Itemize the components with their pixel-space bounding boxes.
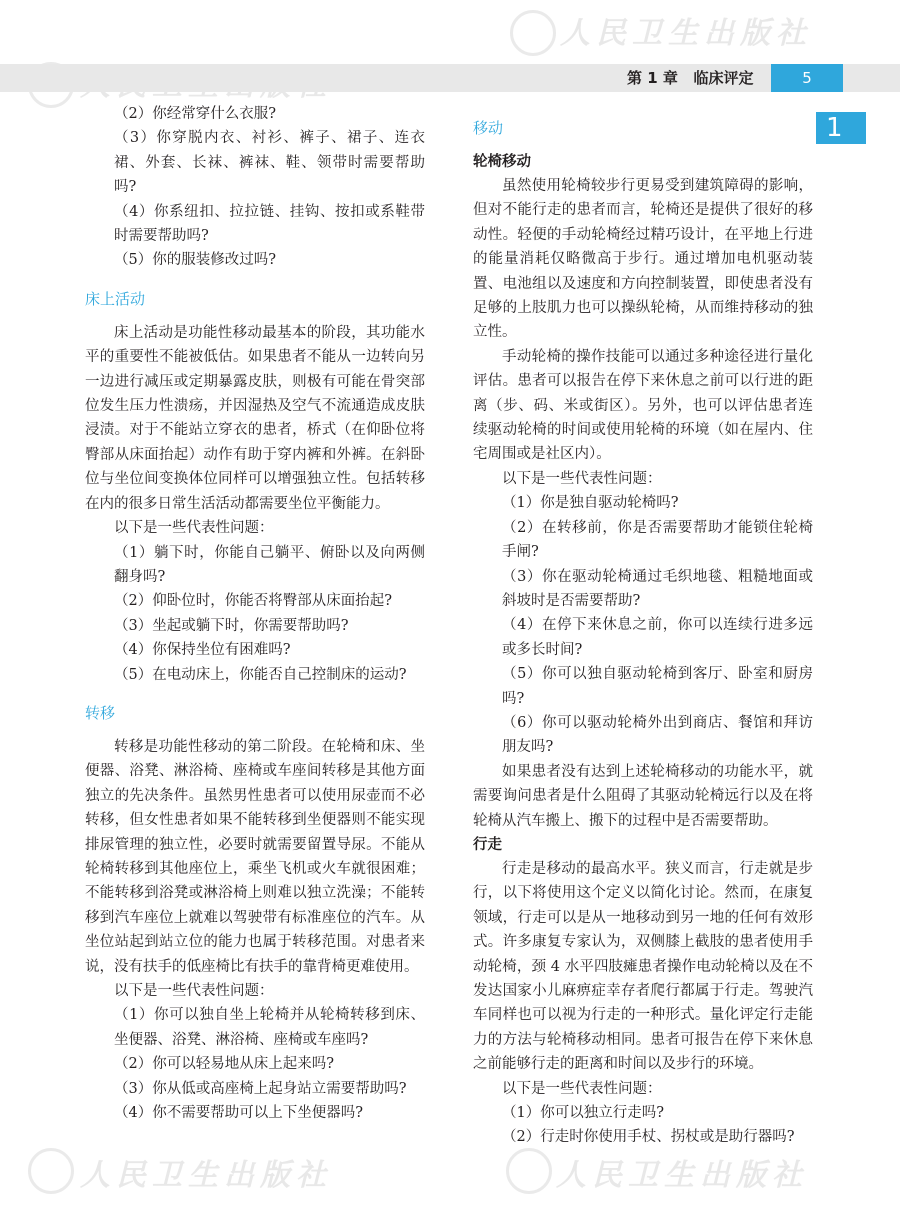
transfer-question-2: （2）你可以轻易地从床上起来吗? <box>114 1056 334 1073</box>
dressing-question-2: （2）你经常穿什么衣服? <box>114 106 276 122</box>
transfer-paragraph: 转移是功能性移动的第二阶段。在轮椅和床、坐便器、浴凳、淋浴椅、座椅或车座间转移是其他方面独立的先决条件。虽然男性患者可以使用尿壶而不必转移，但女性患者如果不能转移到坐便器则不能实现排尿管理的独立性，必要时就需要留置导尿。不能从轮椅转移到其他座位上，乘坐飞机或火车就很困难；不能转移到浴凳或淋浴椅上则难以独立洗澡；不能转移到汽车座位上就难以驾驶带有标准座位的汽车。从坐位站起到站立位的能力也属于转移范围。对患者来说，没有扶手的低座椅比有扶手的靠背椅更难使用。 <box>85 738 425 975</box>
page-number: 5 <box>771 64 843 92</box>
running-header-bar <box>0 64 900 92</box>
transfer-intro: 以下是一些代表性问题： <box>114 983 274 999</box>
wheelchair-paragraph-3: 如果患者没有达到上述轮椅移动的功能水平，就需要询问患者是什么阻碍了其驱动轮椅远行以及在将轮椅从汽车搬上、搬下的过程中是否需要帮助。 <box>473 763 813 829</box>
running-header-chapter: 第 1 章 临床评定 <box>627 69 754 87</box>
bed-question-2: （2）仰卧位时，你能否将臀部从床面抬起? <box>114 593 392 610</box>
walking-paragraph: 行走是移动的最高水平。狭义而言，行走就是步行，以下将使用这个定义以简化讨论。然而，在康复领域，行走可以是从一地移动到另一地的任何有效形式。许多康复专家认为，双侧膝上截肢的患者使用手动轮椅，颈 4 水平四肢瘫患者操作电动轮椅以及在不发达国家小儿麻痹症幸存者爬行都属于行走。驾驶汽车同样也可以视为行走的一种形式。量化评定行走能力的方法与轮椅移动相同。患者可报告在停下来休息之前能够行走的距离和时间以及步行的环境。 <box>473 860 813 1073</box>
dressing-question-5: （5）你的服装修改过吗? <box>114 252 276 269</box>
walking-intro: 以下是一些代表性问题： <box>502 1080 662 1097</box>
watermark-bottom-left: 人民卫生出版社 <box>80 1158 332 1193</box>
wheelchair-question-4: （4）在停下来休息之前，你可以连续行进多远或多长时间? <box>502 617 813 658</box>
dressing-question-3: （3）你穿脱内衣、衬衫、裤子、裙子、连衣裙、外套、长袜、裤袜、鞋、领带时需要帮助吗? <box>114 130 425 196</box>
section-heading-transfer: 转移 <box>85 703 116 722</box>
walking-question-1: （1）你可以独立行走吗? <box>502 1105 664 1122</box>
left-column <box>85 102 425 1125</box>
watermark-seal-icon <box>510 10 556 56</box>
bed-activity-paragraph: 床上活动是功能性移动最基本的阶段，其功能水平的重要性不能被低估。如果患者不能从一边转向另一边进行减压或定期暴露皮肤，则极有可能在骨突部位发生压力性溃疡，并因湿热及空气不流通造成皮肤浸渍。对于不能站立穿衣的患者，桥式（在仰卧位将臀部从床面抬起）动作有助于穿内裤和外裤。在斜卧位与坐位间变换体位同样可以增强独立性。包括转移在内的很多日常生活活动都需要坐位平衡能力。 <box>85 324 425 512</box>
transfer-question-3: （3）你从低或高座椅上起身站立需要帮助吗? <box>114 1080 407 1097</box>
wheelchair-question-3: （3）你在驱动轮椅通过毛织地毯、粗糙地面或斜坡时是否需要帮助? <box>502 568 813 609</box>
wheelchair-paragraph-1: 虽然使用轮椅较步行更易受到建筑障碍的影响，但对不能行走的患者而言，轮椅还是提供了很好的移动性。轻便的手动轮椅经过精巧设计，在平地上行进的能量消耗仅略微高于步行。通过增加电机驱动装置、电池组以及速度和方向控制装置，即使患者没有足够的上肢肌力也可以操纵轮椅，从而维持移动的独立性。 <box>473 178 813 341</box>
right-column <box>473 116 813 1150</box>
bed-activity-intro: 以下是一些代表性问题： <box>114 520 274 537</box>
bed-question-4: （4）你保持坐位有困难吗? <box>114 642 291 659</box>
watermark-seal-icon <box>28 1148 74 1194</box>
watermark-seal-icon <box>506 1148 552 1194</box>
subsection-heading-walking: 行走 <box>473 836 502 853</box>
wheelchair-question-2: （2）在转移前，你是否需要帮助才能锁住轮椅手闸? <box>502 519 813 561</box>
section-heading-mobility: 移动 <box>473 119 504 137</box>
chapter-thumb-tab: 1 <box>816 112 866 144</box>
bed-question-3: （3）坐起或躺下时，你需要帮助吗? <box>114 617 349 634</box>
section-heading-bed-activity: 床上活动 <box>85 289 146 308</box>
transfer-question-1: （1）你可以独自坐上轮椅并从轮椅转移到床、坐便器、浴凳、淋浴椅、座椅或车座吗? <box>114 1007 425 1048</box>
wheelchair-intro: 以下是一些代表性问题： <box>502 470 662 487</box>
wheelchair-paragraph-2: 手动轮椅的操作技能可以通过多种途径进行量化评估。患者可以报告在停下来休息之前可以行进的距离（步、码、米或街区）。另外，也可以评估患者连续驱动轮椅的时间或使用轮椅的环境（如在屋内、住宅周围或是社区内）。 <box>473 348 813 463</box>
wheelchair-question-5: （5）你可以独自驱动轮椅到客厅、卧室和厨房吗? <box>502 666 813 707</box>
walking-question-2: （2）行走时你使用手杖、拐杖或是助行器吗? <box>502 1129 795 1146</box>
bed-question-1: （1）躺下时，你能自己躺平、俯卧以及向两侧翻身吗? <box>114 544 425 585</box>
subsection-heading-wheelchair: 轮椅移动 <box>473 154 531 170</box>
wheelchair-question-1: （1）你是独自驱动轮椅吗? <box>502 495 679 512</box>
wheelchair-question-6: （6）你可以驱动轮椅外出到商店、餐馆和拜访朋友吗? <box>502 714 813 756</box>
watermark-bottom-right: 人民卫生出版社 <box>556 1158 808 1193</box>
bed-question-5: （5）在电动床上，你能否自己控制床的运动? <box>114 666 407 683</box>
dressing-question-4: （4）你系纽扣、拉拉链、挂钩、按扣或系鞋带时需要帮助吗? <box>114 203 425 245</box>
watermark-top-right: 人民卫生出版社 <box>560 16 812 51</box>
transfer-question-4: （4）你不需要帮助可以上下坐便器吗? <box>114 1105 363 1122</box>
